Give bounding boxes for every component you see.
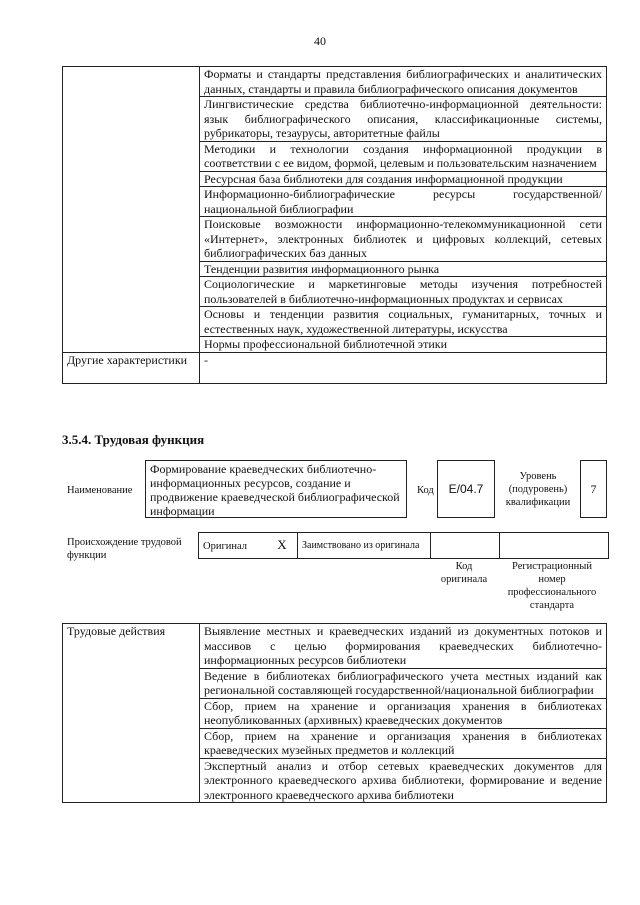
table-row (63, 67, 607, 97)
table-row (63, 352, 607, 383)
origin-table (198, 532, 609, 559)
other-characteristics-value: - (200, 352, 607, 383)
knowledge-item: Методики и технологии создания информационной продукции в соответствии с ее видом, формой, целевым и пользовательским назначением (200, 141, 607, 171)
code-label: Код (417, 485, 434, 496)
labor-action-item: Выявление местных и краеведческих изданий из документных потоков и массивов с целью формирования краеведческих библиотечно-информационных ресурсов библиотеки (200, 624, 607, 669)
borrowed-label: Заимствовано из оригинала (298, 533, 431, 559)
labor-action-item: Сбор, прием на хранение и организация хранения в библиотеках краеведческих музейных предметов и коллекций (200, 728, 607, 758)
labor-actions-label: Трудовые действия (63, 624, 200, 803)
original-mark: X (267, 533, 298, 559)
section-heading: 3.5.4. Трудовая функция (62, 432, 205, 447)
knowledge-item: Лингвистические средства библиотечно-информационной деятельности: язык библиографического описания, классификационные системы, рубрикаторы, тезаурусы, авторитетные файлы (200, 97, 607, 142)
reg-number-cell (500, 533, 609, 559)
labor-actions-table (62, 623, 607, 803)
level-label: Уровень (подуровень) квалификации (505, 471, 571, 508)
level-value: 7 (580, 460, 607, 518)
other-characteristics-label: Другие характеристики (63, 352, 200, 383)
knowledge-item: Социологические и маркетинговые методы изучения потребностей пользователей в библиотечно-информационных продуктах и сервисах (200, 277, 607, 307)
code-original-caption: Код оригинала (440, 561, 488, 585)
knowledge-item: Тенденции развития информационного рынка (200, 261, 607, 277)
code-original-cell (431, 533, 500, 559)
table-row (63, 624, 607, 669)
knowledge-table (62, 66, 607, 384)
origin-label: Происхождение трудовой функции (67, 537, 182, 561)
knowledge-item: Основы и тенденции развития социальных, гуманитарных, точных и естественных наук, художественной литературы, искусства (200, 307, 607, 337)
labor-action-item: Сбор, прием на хранение и организация хранения в библиотеках неопубликованных (архивных) краеведческих документов (200, 698, 607, 728)
labor-action-item: Ведение в библиотеках библиографического учета местных изданий как региональной составляющей государственной/национальной библиографии (200, 668, 607, 698)
empty-label-cell (63, 67, 200, 353)
knowledge-item: Ресурсная база библиотеки для создания информационной продукции (200, 171, 607, 187)
labor-action-item: Экспертный анализ и отбор сетевых краеведческих документов для электронного краеведческого архива библиотеки, формирование и ведение электронного краеведческого архива библиотеки (200, 758, 607, 803)
knowledge-item: Поисковые возможности информационно-телекоммуникационной сети «Интернет», электронных библиотек и цифровых коллекций, сетевых библиографических баз данных (200, 217, 607, 262)
knowledge-item: Форматы и стандарты представления библиографических и аналитических данных, стандарты и правила библиографического описания документов (200, 67, 607, 97)
original-label-cell (199, 533, 268, 559)
function-name-value: Формирование краеведческих библиотечно-информационных ресурсов, создание и продвижение краеведческой библиографической информации (145, 460, 407, 518)
original-label: Оригинал (203, 541, 247, 552)
code-value: E/04.7 (437, 460, 495, 518)
knowledge-item: Нормы профессиональной библиотечной этики (200, 337, 607, 353)
name-label: Наименование (67, 485, 133, 496)
reg-number-caption: Регистрационный номер профессионального стандарта (507, 561, 597, 611)
page-number: 40 (314, 34, 326, 48)
knowledge-item: Информационно-библиографические ресурсы государственной/ национальной библиографии (200, 187, 607, 217)
